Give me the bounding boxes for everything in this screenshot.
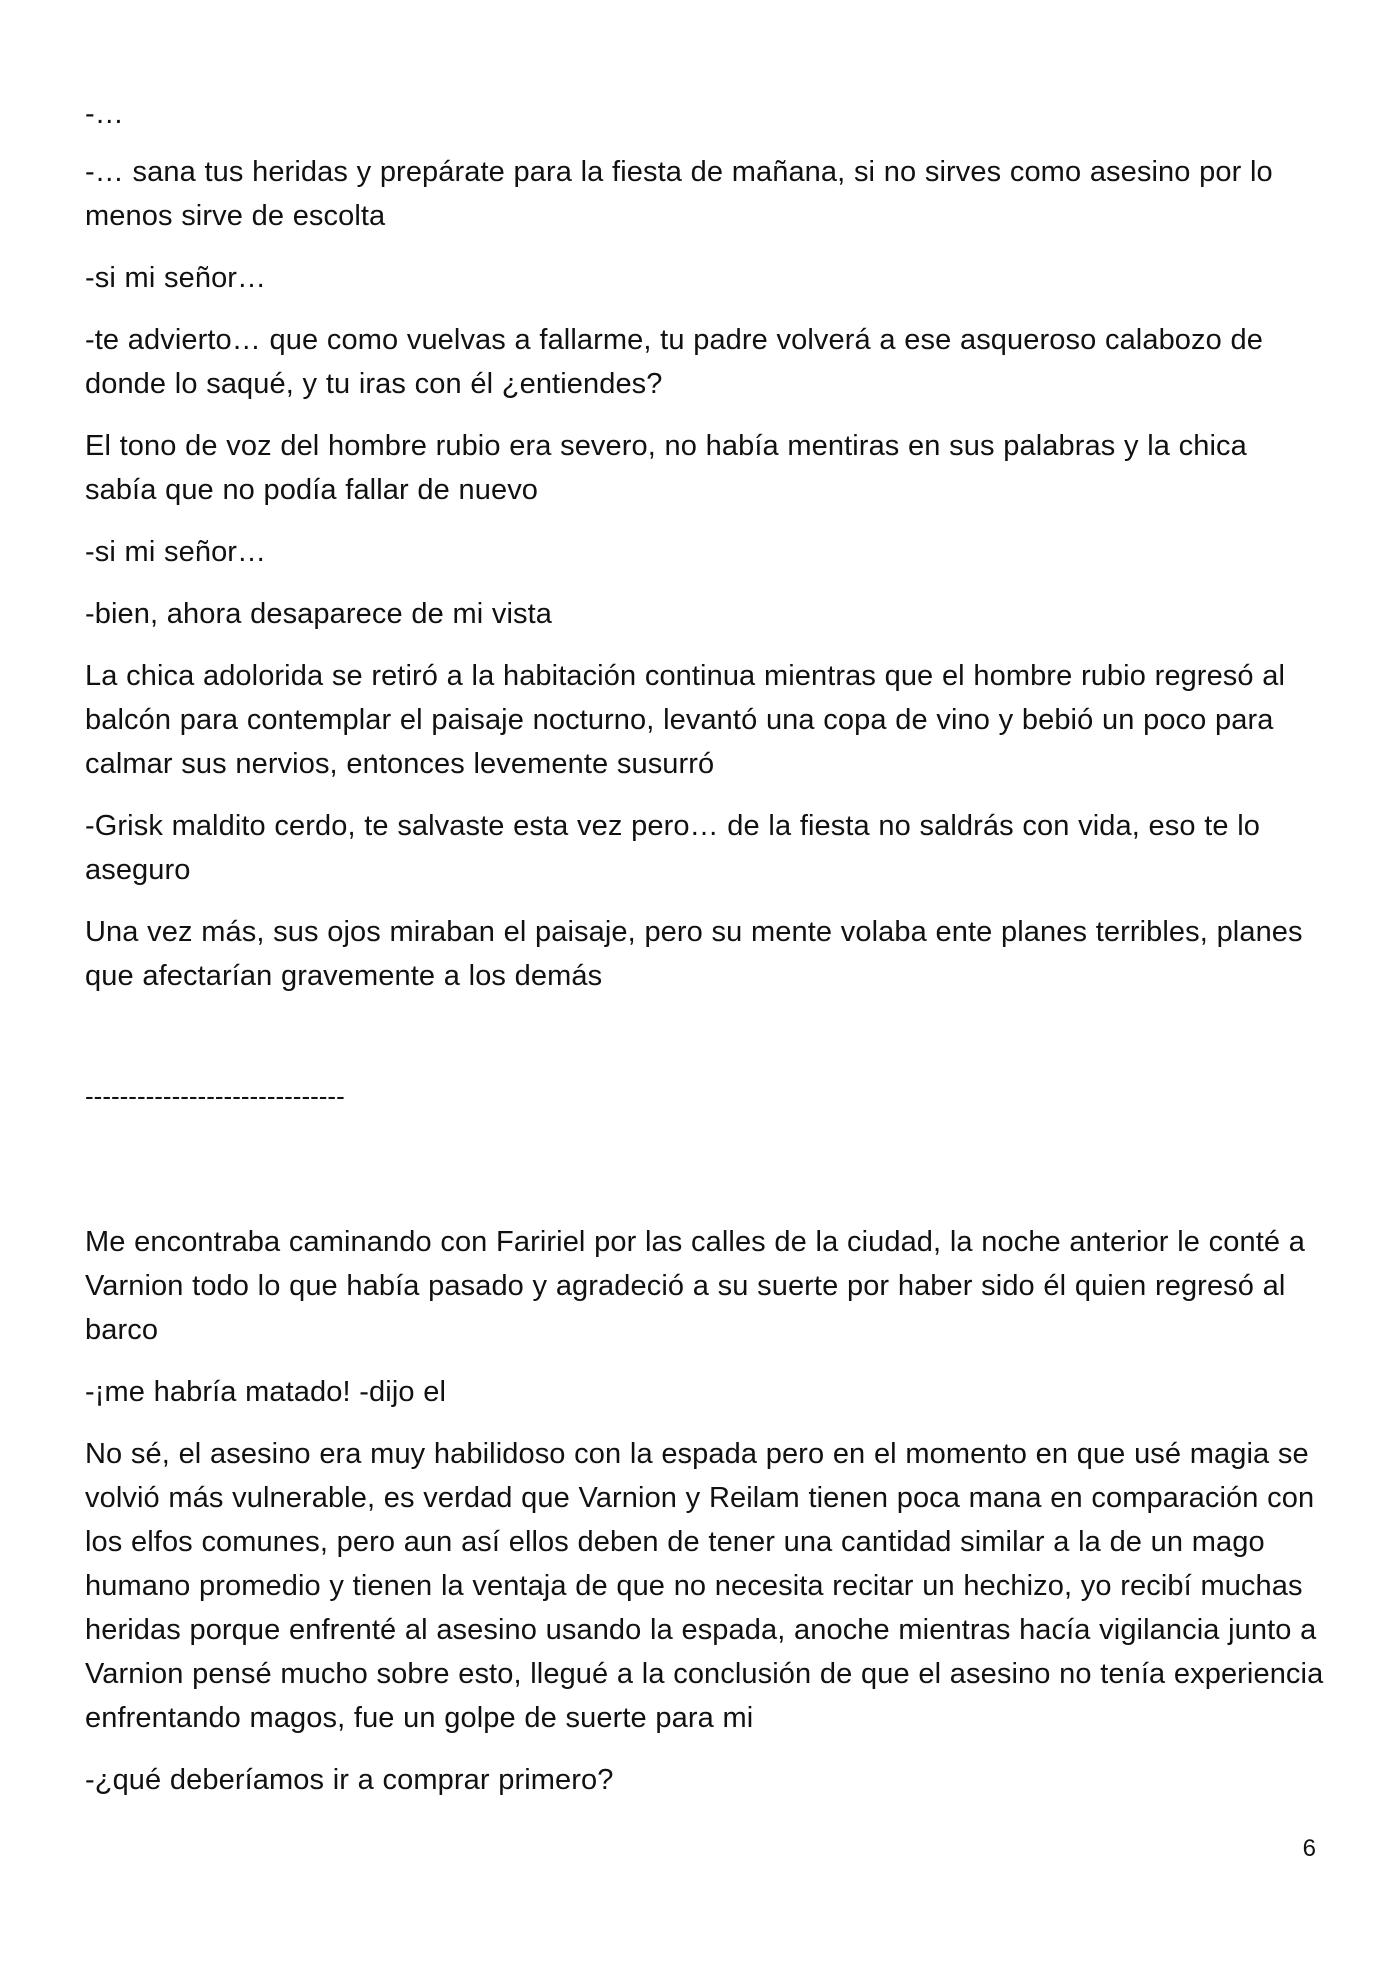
paragraph: -si mi señor… [85,262,267,294]
page-body [85,92,1325,1820]
paragraph: Una vez más, sus ojos miraban el paisaje, pero su mente volaba ente planes terribles, planes que afectarían gravemente a los demás [85,916,1303,992]
paragraph: -Grisk maldito cerdo, te salvaste esta vez pero… de la fiesta no saldrás con vida, eso te lo aseguro [85,810,1261,886]
paragraph: -¡me habría matado! -dijo el [85,1376,447,1408]
paragraph: La chica adolorida se retiró a la habitación continua mientras que el hombre rubio regresó al balcón para contemplar el paisaje nocturno, levantó una copa de vino y bebió un poco para calmar sus nervios, entonces levemente susurró [85,660,1286,780]
paragraph: No sé, el asesino era muy habilidoso con la espada pero en el momento en que usé magia se volvió más vulnerable, es verdad que Varnion y Reilam tienen poca mana en comparación con los elfos comunes, pero aun así ellos deben de tener una cantidad similar a la de un mago humano promedio y tienen la ventaja de que no necesita recitar un hechizo, yo recibí muchas heridas porque enfrenté al asesino usando la espada, anoche mientras hacía vigilancia junto a Varnion pensé mucho sobre esto, llegué a la conclusión de que el asesino no tenía experiencia enfrentando magos, fue un golpe de suerte para mi [85,1438,1324,1734]
paragraph: -… [85,98,124,130]
paragraph: El tono de voz del hombre rubio era severo, no había mentiras en sus palabras y la chica sabía que no podía fallar de nuevo [85,430,1247,506]
paragraph: -bien, ahora desaparece de mi vista [85,598,553,630]
paragraph: Me encontraba caminando con Faririel por las calles de la ciudad, la noche anterior le conté a Varnion todo lo que había pasado y agradeció a su suerte por haber sido él quien regresó al barco [85,1226,1305,1346]
paragraph: -si mi señor… [85,536,267,568]
paragraph: -… sana tus heridas y prepárate para la fiesta de mañana, si no sirves como asesino por lo menos sirve de escolta [85,156,1273,232]
paragraph: -¿qué deberíamos ir a comprar primero? [85,1764,614,1796]
section-separator: ------------------------------ [85,1081,345,1111]
page-number: 6 [1302,1835,1316,1862]
paragraph: -te advierto… que como vuelvas a fallarme, tu padre volverá a ese asqueroso calabozo de donde lo saqué, y tu iras con él ¿entiendes? [85,324,1263,400]
